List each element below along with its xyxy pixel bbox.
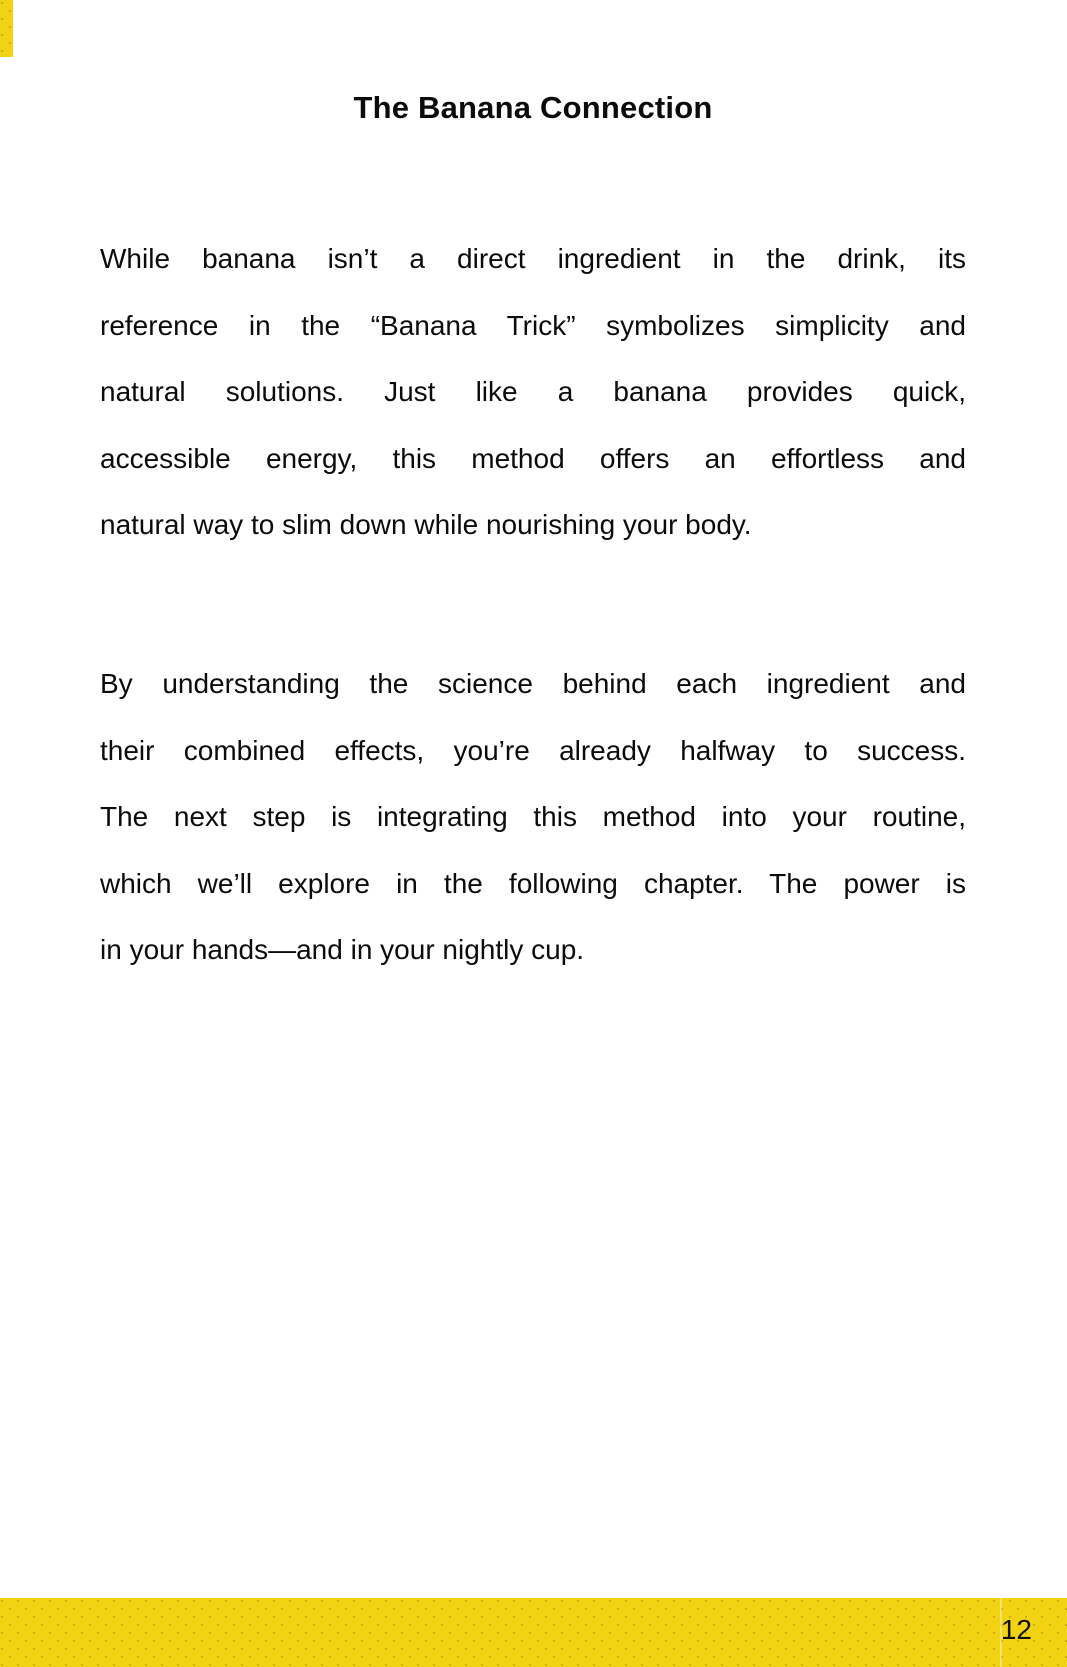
text-line: natural way to slim down while nourishing your body.: [100, 509, 752, 540]
text-line: natural solutions. Just like a banana provides quick,: [100, 376, 966, 407]
text-line: which we’ll explore in the following chapter. The power is: [100, 867, 966, 899]
text-line: By understanding the science behind each ingredient and: [100, 668, 966, 699]
corner-accent-strip: [0, 0, 13, 57]
page-title: The Banana Connection: [353, 90, 713, 125]
text-line: accessible energy, this method offers an effortless and: [100, 442, 966, 474]
body-paragraph: [100, 651, 966, 984]
text-line: their combined effects, you’re already halfway to success.: [100, 734, 966, 766]
text-line: While banana isn’t a direct ingredient in the drink, its: [100, 243, 966, 274]
text-line: reference in the “Banana Trick” symbolizes simplicity and: [100, 309, 966, 341]
page-number: 12: [1000, 1614, 1032, 1645]
text-line: in your hands—and in your nightly cup.: [100, 934, 585, 965]
footer-bar: [0, 1598, 1067, 1667]
body-paragraph: [100, 226, 966, 559]
text-line: The next step is integrating this method into your routine,: [100, 801, 966, 832]
